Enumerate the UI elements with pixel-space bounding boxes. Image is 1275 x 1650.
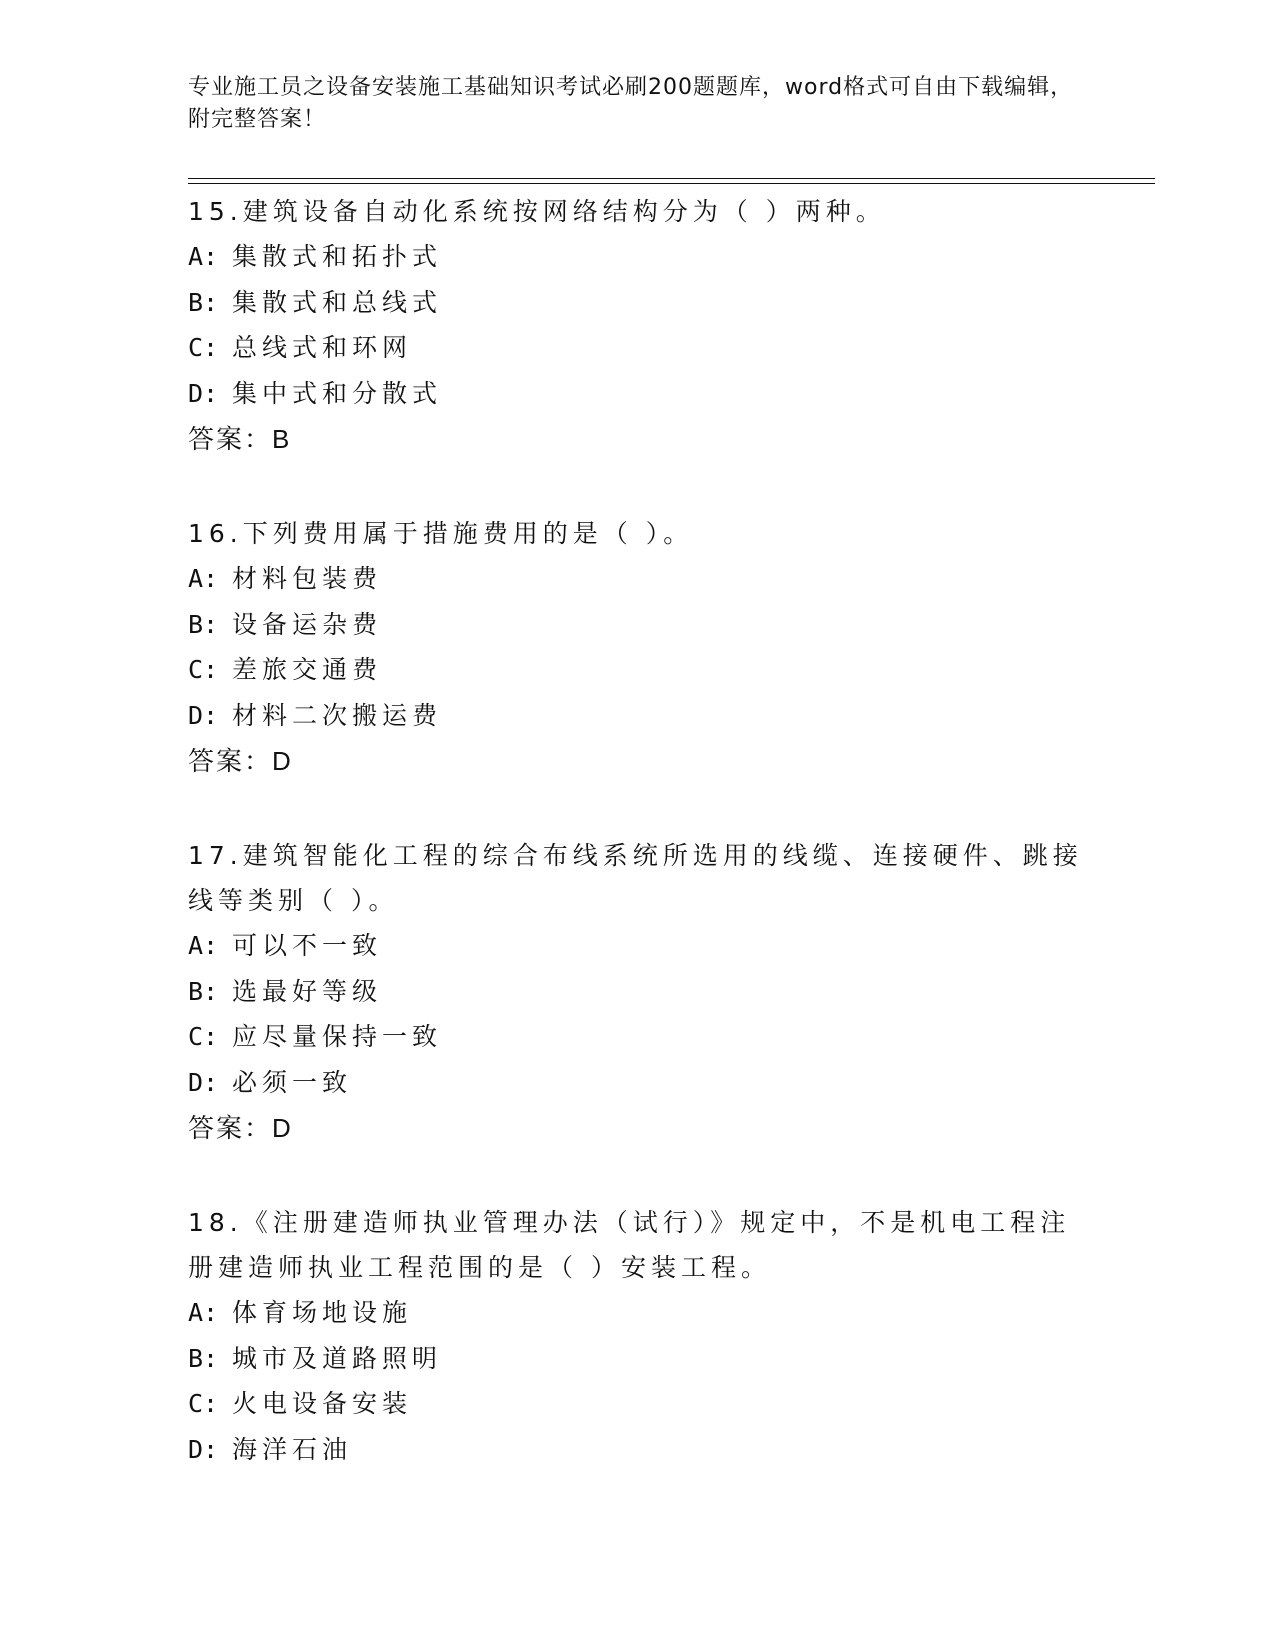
- option-text: 集散式和拓扑式: [232, 242, 443, 271]
- question-text: 18.《注册建造师执业管理办法（试行）》规定中，不是机电工程注册建造师执业工程范围的是（ ）安装工程。: [188, 1208, 1071, 1282]
- header-rule-bottom: [188, 183, 1155, 184]
- option-b: [188, 1336, 1088, 1382]
- answer-label: 答案：: [188, 1114, 273, 1144]
- answer-label: 答案：: [188, 425, 273, 455]
- option-letter: A:: [188, 931, 219, 960]
- question-16: [188, 511, 1088, 785]
- option-letter: B:: [188, 1343, 219, 1373]
- answer: [188, 1105, 1088, 1152]
- option-text: 材料包装费: [232, 564, 383, 593]
- option-letter: B:: [188, 976, 219, 1006]
- question-list: [188, 189, 1088, 1520]
- answer-label: 答案：: [188, 747, 273, 777]
- question-text: 15.建筑设备自动化系统按网络结构分为（ ）两种。: [188, 197, 886, 226]
- option-text: 设备运杂费: [232, 609, 383, 639]
- answer-value: D: [272, 746, 293, 776]
- document-header: 专业施工员之设备安装施工基础知识考试必刷200题题库，word格式可自由下载编辑，附完整答案！: [188, 75, 1074, 132]
- option-text: 必须一致: [232, 1067, 353, 1097]
- option-text: 材料二次搬运费: [232, 700, 443, 730]
- option-c: [188, 1014, 1088, 1060]
- option-d: [188, 371, 1088, 417]
- option-b: [188, 280, 1088, 326]
- option-c: [188, 1381, 1088, 1427]
- option-text: 选最好等级: [232, 976, 383, 1006]
- option-letter: C:: [188, 1389, 219, 1418]
- option-text: 应尽量保持一致: [232, 1022, 443, 1051]
- option-letter: D:: [188, 1434, 219, 1464]
- option-letter: C:: [188, 655, 219, 684]
- option-letter: A:: [188, 1298, 219, 1327]
- question-15: [188, 189, 1088, 463]
- option-text: 集散式和总线式: [232, 287, 443, 317]
- option-a: [188, 1290, 1088, 1336]
- answer-value: B: [272, 424, 292, 454]
- answer-value: D: [272, 1113, 293, 1143]
- answer: [188, 416, 1088, 463]
- option-letter: D:: [188, 1067, 219, 1097]
- option-d: [188, 693, 1088, 739]
- option-text: 体育场地设施: [232, 1298, 413, 1327]
- question-17: [188, 833, 1088, 1152]
- option-a: [188, 556, 1088, 602]
- option-text: 总线式和环网: [232, 333, 413, 362]
- option-letter: C:: [188, 333, 219, 362]
- option-letter: A:: [188, 564, 219, 593]
- option-letter: A:: [188, 242, 219, 271]
- option-letter: D:: [188, 700, 219, 730]
- option-text: 城市及道路照明: [232, 1343, 443, 1373]
- question-18: [188, 1200, 1088, 1472]
- option-text: 火电设备安装: [232, 1389, 413, 1418]
- option-text: 差旅交通费: [232, 655, 383, 684]
- option-d: [188, 1427, 1088, 1473]
- option-a: [188, 234, 1088, 280]
- option-a: [188, 923, 1088, 969]
- question-text: 16.下列费用属于措施费用的是（ ）。: [188, 519, 694, 548]
- option-c: [188, 647, 1088, 693]
- option-text: 可以不一致: [232, 931, 383, 960]
- option-c: [188, 325, 1088, 371]
- option-letter: B:: [188, 287, 219, 317]
- header-rule-top: [188, 178, 1155, 179]
- option-text: 海洋石油: [232, 1434, 353, 1464]
- answer: [188, 738, 1088, 785]
- option-text: 集中式和分散式: [232, 378, 443, 408]
- option-b: [188, 602, 1088, 648]
- question-text: 17.建筑智能化工程的综合布线系统所选用的线缆、连接硬件、跳接线等类别（ ）。: [188, 841, 1083, 915]
- option-b: [188, 969, 1088, 1015]
- option-letter: C:: [188, 1022, 219, 1051]
- option-d: [188, 1060, 1088, 1106]
- option-letter: B:: [188, 609, 219, 639]
- option-letter: D:: [188, 378, 219, 408]
